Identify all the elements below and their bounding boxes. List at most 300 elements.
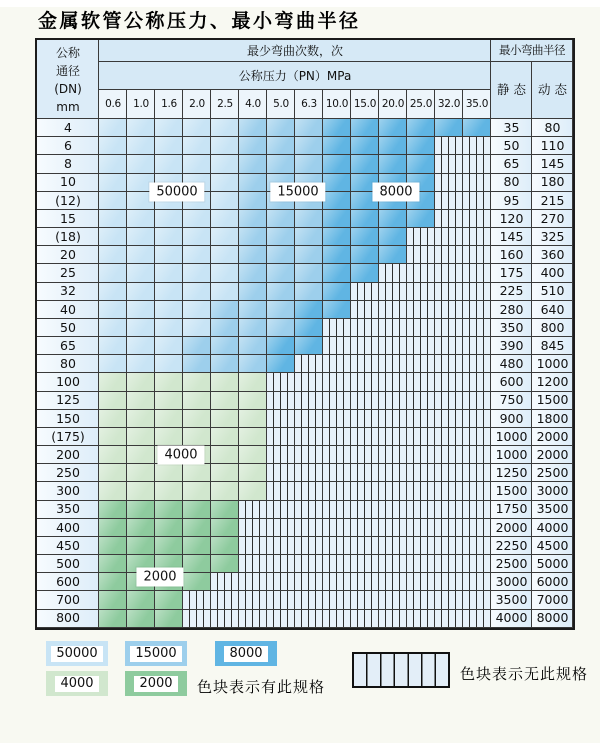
spec-cell — [211, 464, 239, 482]
dn-cell: 350 — [37, 501, 99, 519]
radius-header: 最小弯曲半径 — [491, 40, 573, 62]
spec-cell — [99, 537, 127, 555]
legend-hatch-swatch — [352, 652, 450, 688]
spec-cell — [323, 264, 351, 282]
no-spec-cell — [267, 555, 295, 573]
static-value-cell: 1250 — [491, 464, 532, 482]
no-spec-cell — [295, 410, 323, 428]
legend-swatch-8000 — [215, 641, 277, 666]
spec-cell — [127, 137, 155, 155]
spec-cell — [211, 210, 239, 228]
spec-cell — [155, 537, 183, 555]
spec-cell — [239, 392, 267, 410]
no-spec-cell — [295, 428, 323, 446]
no-spec-cell — [267, 537, 295, 555]
legend-swatch-15000 — [125, 641, 187, 666]
no-spec-cell — [351, 501, 379, 519]
static-value-cell: 3500 — [491, 591, 532, 609]
dynamic-value-cell: 1500 — [532, 392, 573, 410]
no-spec-cell — [379, 428, 407, 446]
no-spec-cell — [435, 264, 463, 282]
spec-cell — [267, 155, 295, 173]
spec-cell — [267, 319, 295, 337]
static-value-cell: 1500 — [491, 482, 532, 500]
dn-cell: 150 — [37, 410, 99, 428]
spec-cell — [211, 355, 239, 373]
spec-cell — [295, 301, 323, 319]
pressure-tick: 1.6 — [155, 90, 183, 119]
spec-cell — [379, 246, 407, 264]
spec-cell — [183, 355, 211, 373]
spec-cell — [407, 119, 435, 137]
spec-cell — [99, 519, 127, 537]
spec-cell — [239, 464, 267, 482]
static-value-cell: 145 — [491, 228, 532, 246]
spec-cell — [99, 464, 127, 482]
spec-cell — [183, 228, 211, 246]
pressure-tick: 25.0 — [407, 90, 435, 119]
spec-cell — [379, 155, 407, 173]
no-spec-cell — [267, 410, 295, 428]
dn-cell: 200 — [37, 446, 99, 464]
spec-cell — [183, 464, 211, 482]
spec-cell — [127, 246, 155, 264]
no-spec-cell — [435, 301, 463, 319]
no-spec-cell — [323, 537, 351, 555]
no-spec-cell — [267, 446, 295, 464]
spec-cell — [239, 446, 267, 464]
no-spec-cell — [295, 501, 323, 519]
no-spec-cell — [379, 319, 407, 337]
no-spec-cell — [407, 501, 435, 519]
spec-cell — [155, 410, 183, 428]
spec-cell — [239, 301, 267, 319]
dynamic-value-cell: 4000 — [532, 519, 573, 537]
static-value-cell: 2250 — [491, 537, 532, 555]
no-spec-cell — [407, 264, 435, 282]
dn-cell: 80 — [37, 355, 99, 373]
dynamic-value-cell: 1000 — [532, 355, 573, 373]
spec-cell — [127, 228, 155, 246]
dynamic-value-cell: 400 — [532, 264, 573, 282]
static-value-cell: 1750 — [491, 501, 532, 519]
spec-cell — [99, 246, 127, 264]
static-value-cell: 600 — [491, 373, 532, 391]
pressure-tick: 2.5 — [211, 90, 239, 119]
dynamic-value-cell: 3000 — [532, 482, 573, 500]
spec-cell — [155, 501, 183, 519]
no-spec-cell — [463, 446, 491, 464]
dn-cell: 800 — [37, 610, 99, 628]
zone-label-2000: 2000 — [136, 568, 183, 587]
no-spec-cell — [463, 573, 491, 591]
no-spec-cell — [435, 319, 463, 337]
no-spec-cell — [463, 501, 491, 519]
spec-cell — [183, 337, 211, 355]
no-spec-cell — [267, 464, 295, 482]
spec-cell — [295, 119, 323, 137]
spec-cell — [211, 119, 239, 137]
spec-cell — [127, 373, 155, 391]
dynamic-value-cell: 800 — [532, 319, 573, 337]
legend-swatch-label: 15000 — [130, 646, 181, 662]
spec-cell — [183, 410, 211, 428]
dn-cell: 32 — [37, 283, 99, 301]
spec-cell — [155, 137, 183, 155]
no-spec-cell — [295, 537, 323, 555]
spec-cell — [211, 501, 239, 519]
static-value-cell: 95 — [491, 192, 532, 210]
spec-cell — [211, 519, 239, 537]
spec-cell — [379, 119, 407, 137]
dn-column-header — [37, 40, 99, 119]
static-value-cell: 3000 — [491, 573, 532, 591]
spec-cell — [99, 264, 127, 282]
spec-cell — [99, 119, 127, 137]
spec-cell — [155, 155, 183, 173]
dn-cell: 125 — [37, 392, 99, 410]
spec-cell — [155, 464, 183, 482]
no-spec-cell — [379, 501, 407, 519]
no-spec-cell — [239, 591, 267, 609]
no-spec-cell — [435, 446, 463, 464]
dn-cell: 10 — [37, 174, 99, 192]
no-spec-cell — [463, 610, 491, 628]
no-spec-cell — [351, 573, 379, 591]
spec-cell — [99, 410, 127, 428]
spec-cell — [295, 246, 323, 264]
legend-swatch-label: 4000 — [55, 676, 98, 692]
spec-cell — [127, 119, 155, 137]
dn-cell: 300 — [37, 482, 99, 500]
spec-cell — [183, 264, 211, 282]
no-spec-cell — [435, 464, 463, 482]
spec-cell — [127, 319, 155, 337]
spec-table-grid — [37, 40, 573, 628]
legend-swatch-label: 8000 — [224, 646, 267, 662]
no-spec-cell — [351, 610, 379, 628]
spec-cell — [127, 482, 155, 500]
no-spec-cell — [295, 519, 323, 537]
spec-cell — [295, 210, 323, 228]
spec-cell — [239, 264, 267, 282]
no-spec-cell — [435, 228, 463, 246]
no-spec-cell — [407, 555, 435, 573]
no-spec-cell — [379, 337, 407, 355]
spec-cell — [295, 137, 323, 155]
pressure-tick: 6.3 — [295, 90, 323, 119]
legend-no-spec-note: 色块表示无此规格 — [460, 665, 589, 683]
dynamic-value-cell: 5000 — [532, 555, 573, 573]
no-spec-cell — [407, 355, 435, 373]
spec-cell — [211, 373, 239, 391]
spec-cell — [127, 501, 155, 519]
spec-cell — [183, 301, 211, 319]
no-spec-cell — [463, 373, 491, 391]
spec-cell — [155, 119, 183, 137]
dn-cell: 65 — [37, 337, 99, 355]
no-spec-cell — [323, 446, 351, 464]
no-spec-cell — [463, 591, 491, 609]
no-spec-cell — [351, 373, 379, 391]
static-value-cell: 4000 — [491, 610, 532, 628]
spec-cell — [351, 246, 379, 264]
no-spec-cell — [323, 519, 351, 537]
no-spec-cell — [435, 337, 463, 355]
no-spec-cell — [351, 446, 379, 464]
spec-cell — [211, 446, 239, 464]
dn-cell: 50 — [37, 319, 99, 337]
no-spec-cell — [407, 319, 435, 337]
spec-cell — [99, 137, 127, 155]
spec-cell — [127, 464, 155, 482]
spec-cell — [211, 137, 239, 155]
spec-cell — [127, 301, 155, 319]
spec-cell — [379, 210, 407, 228]
no-spec-cell — [295, 373, 323, 391]
pressure-header: 公称压力（PN）MPa — [99, 62, 491, 90]
no-spec-cell — [211, 573, 239, 591]
spec-cell — [323, 155, 351, 173]
no-spec-cell — [295, 392, 323, 410]
no-spec-cell — [435, 537, 463, 555]
no-spec-cell — [267, 373, 295, 391]
dynamic-value-cell: 80 — [532, 119, 573, 137]
spec-cell — [211, 537, 239, 555]
no-spec-cell — [435, 410, 463, 428]
pressure-tick: 32.0 — [435, 90, 463, 119]
legend-has-spec-note: 色块表示有此规格 — [197, 678, 326, 696]
static-value-cell: 65 — [491, 155, 532, 173]
pressure-tick: 2.0 — [183, 90, 211, 119]
pressure-tick: 10.0 — [323, 90, 351, 119]
spec-cell — [155, 301, 183, 319]
dynamic-value-cell: 2000 — [532, 428, 573, 446]
spec-cell — [211, 410, 239, 428]
spec-cell — [127, 210, 155, 228]
static-value-cell: 750 — [491, 392, 532, 410]
no-spec-cell — [463, 228, 491, 246]
dn-column-header-line: 公称 — [55, 45, 80, 60]
spec-cell — [127, 283, 155, 301]
no-spec-cell — [435, 591, 463, 609]
spec-cell — [379, 228, 407, 246]
no-spec-cell — [351, 337, 379, 355]
no-spec-cell — [379, 410, 407, 428]
no-spec-cell — [239, 501, 267, 519]
spec-cell — [295, 155, 323, 173]
spec-cell — [99, 373, 127, 391]
spec-cell — [323, 283, 351, 301]
dynamic-value-cell: 110 — [532, 137, 573, 155]
dynamic-value-cell: 6000 — [532, 573, 573, 591]
spec-cell — [407, 137, 435, 155]
spec-cell — [351, 210, 379, 228]
dynamic-value-cell: 4500 — [532, 537, 573, 555]
zone-label-50000: 50000 — [149, 183, 204, 202]
no-spec-cell — [323, 610, 351, 628]
spec-cell — [183, 519, 211, 537]
no-spec-cell — [435, 501, 463, 519]
no-spec-cell — [267, 392, 295, 410]
spec-cell — [127, 537, 155, 555]
no-spec-cell — [407, 591, 435, 609]
spec-cell — [239, 428, 267, 446]
spec-cell — [183, 155, 211, 173]
zone-label-15000: 15000 — [270, 183, 325, 202]
dn-column-header-line: mm — [56, 99, 80, 114]
pressure-tick: 1.0 — [127, 90, 155, 119]
dynamic-value-cell: 215 — [532, 192, 573, 210]
spec-cell — [239, 319, 267, 337]
no-spec-cell — [463, 337, 491, 355]
no-spec-cell — [379, 537, 407, 555]
spec-cell — [127, 337, 155, 355]
spec-cell — [239, 482, 267, 500]
no-spec-cell — [379, 464, 407, 482]
dn-cell: (12) — [37, 192, 99, 210]
dynamic-value-cell: 510 — [532, 283, 573, 301]
spec-cell — [351, 228, 379, 246]
spec-cell — [239, 174, 267, 192]
no-spec-cell — [463, 482, 491, 500]
spec-cell — [155, 283, 183, 301]
no-spec-cell — [463, 210, 491, 228]
dn-cell: (175) — [37, 428, 99, 446]
no-spec-cell — [379, 446, 407, 464]
no-spec-cell — [295, 610, 323, 628]
dn-cell: 25 — [37, 264, 99, 282]
pressure-tick: 35.0 — [463, 90, 491, 119]
spec-cell — [211, 555, 239, 573]
no-spec-cell — [267, 482, 295, 500]
no-spec-cell — [435, 210, 463, 228]
no-spec-cell — [379, 264, 407, 282]
spec-cell — [239, 246, 267, 264]
no-spec-cell — [379, 591, 407, 609]
spec-cell — [323, 137, 351, 155]
spec-cell — [127, 610, 155, 628]
legend-swatch-4000 — [46, 671, 108, 696]
spec-cell — [183, 137, 211, 155]
no-spec-cell — [323, 373, 351, 391]
no-spec-cell — [407, 537, 435, 555]
spec-cell — [155, 246, 183, 264]
no-spec-cell — [323, 482, 351, 500]
no-spec-cell — [379, 301, 407, 319]
spec-cell — [99, 355, 127, 373]
no-spec-cell — [463, 155, 491, 173]
no-spec-cell — [351, 410, 379, 428]
no-spec-cell — [435, 519, 463, 537]
static-header: 静 态 — [491, 62, 532, 119]
spec-cell — [127, 591, 155, 609]
static-value-cell: 280 — [491, 301, 532, 319]
no-spec-cell — [379, 519, 407, 537]
spec-cell — [127, 446, 155, 464]
spec-cell — [99, 591, 127, 609]
no-spec-cell — [435, 174, 463, 192]
spec-cell — [323, 119, 351, 137]
no-spec-cell — [267, 519, 295, 537]
spec-cell — [99, 392, 127, 410]
dn-cell: 20 — [37, 246, 99, 264]
no-spec-cell — [379, 555, 407, 573]
spec-cell — [155, 264, 183, 282]
no-spec-cell — [379, 573, 407, 591]
no-spec-cell — [295, 555, 323, 573]
dynamic-value-cell: 845 — [532, 337, 573, 355]
no-spec-cell — [323, 337, 351, 355]
spec-cell — [351, 155, 379, 173]
static-value-cell: 35 — [491, 119, 532, 137]
no-spec-cell — [295, 446, 323, 464]
no-spec-cell — [379, 355, 407, 373]
dn-cell: 15 — [37, 210, 99, 228]
spec-cell — [239, 192, 267, 210]
spec-cell — [211, 192, 239, 210]
dn-cell: 400 — [37, 519, 99, 537]
no-spec-cell — [407, 228, 435, 246]
spec-cell — [239, 337, 267, 355]
no-spec-cell — [351, 482, 379, 500]
no-spec-cell — [239, 555, 267, 573]
spec-cell — [99, 610, 127, 628]
spec-cell — [239, 373, 267, 391]
no-spec-cell — [407, 482, 435, 500]
spec-cell — [239, 410, 267, 428]
page-title: 金属软管公称压力、最小弯曲半径 — [38, 10, 361, 32]
no-spec-cell — [239, 519, 267, 537]
spec-cell — [183, 210, 211, 228]
spec-cell — [183, 482, 211, 500]
pressure-tick: 4.0 — [239, 90, 267, 119]
spec-cell — [127, 392, 155, 410]
spec-cell — [267, 228, 295, 246]
no-spec-cell — [295, 355, 323, 373]
no-spec-cell — [379, 482, 407, 500]
spec-cell — [99, 174, 127, 192]
dynamic-header: 动 态 — [532, 62, 573, 119]
spec-cell — [99, 555, 127, 573]
no-spec-cell — [407, 373, 435, 391]
dynamic-value-cell: 360 — [532, 246, 573, 264]
dynamic-value-cell: 2000 — [532, 446, 573, 464]
static-value-cell: 120 — [491, 210, 532, 228]
no-spec-cell — [435, 155, 463, 173]
spec-cell — [183, 428, 211, 446]
no-spec-cell — [351, 301, 379, 319]
spec-cell — [183, 319, 211, 337]
dn-cell: 6 — [37, 137, 99, 155]
spec-cell — [239, 155, 267, 173]
no-spec-cell — [463, 319, 491, 337]
no-spec-cell — [435, 373, 463, 391]
spec-cell — [155, 610, 183, 628]
dn-cell: 40 — [37, 301, 99, 319]
no-spec-cell — [463, 392, 491, 410]
spec-cell — [239, 283, 267, 301]
no-spec-cell — [435, 610, 463, 628]
dynamic-value-cell: 180 — [532, 174, 573, 192]
no-spec-cell — [463, 555, 491, 573]
dynamic-value-cell: 3500 — [532, 501, 573, 519]
dn-cell: 500 — [37, 555, 99, 573]
spec-cell — [267, 355, 295, 373]
spec-cell — [323, 301, 351, 319]
no-spec-cell — [407, 610, 435, 628]
spec-cell — [183, 555, 211, 573]
